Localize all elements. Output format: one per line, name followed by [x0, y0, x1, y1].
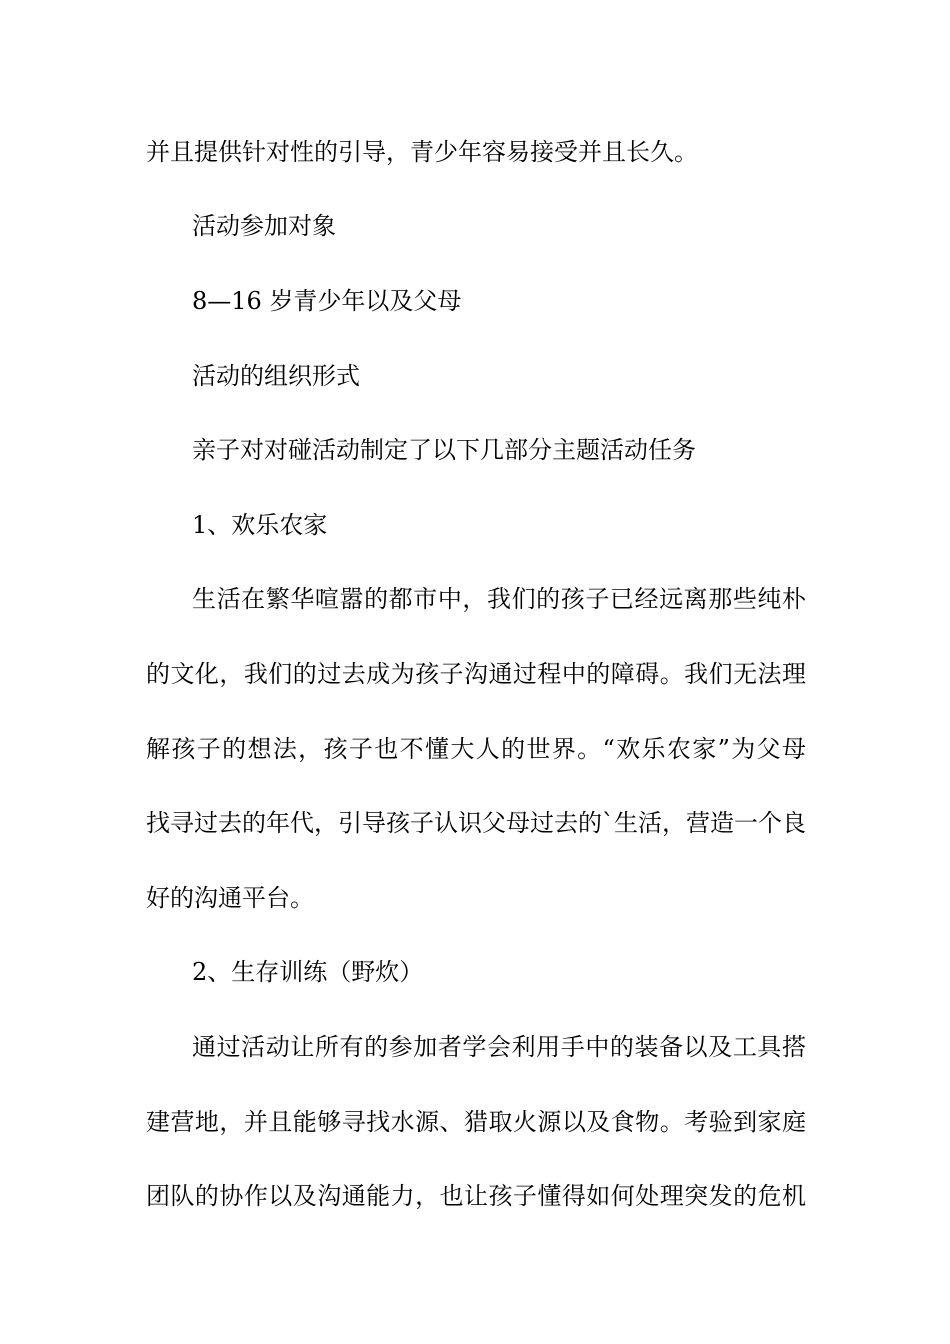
paragraph-line: 解孩子的想法，孩子也不懂大人的世界。“欢乐农家”为父母 — [146, 735, 806, 763]
paragraph-line: 建营地，并且能够寻找水源、猎取火源以及食物。考验到家庭 — [146, 1108, 806, 1136]
section-heading: 2、生存训练（野炊） — [192, 958, 424, 986]
paragraph-line: 通过活动让所有的参加者学会利用手中的装备以及工具搭 — [192, 1033, 806, 1061]
paragraph-line: 亲子对对碰活动制定了以下几部分主题活动任务 — [192, 436, 696, 464]
paragraph-line: 团队的协作以及沟通能力，也让孩子懂得如何处理突发的危机 — [146, 1182, 806, 1210]
section-heading: 活动的组织形式 — [192, 362, 360, 390]
paragraph-line: 的文化，我们的过去成为孩子沟通过程中的障碍。我们无法理 — [146, 660, 806, 688]
paragraph-line: 生活在繁华喧嚣的都市中，我们的孩子已经远离那些纯朴 — [192, 585, 806, 613]
section-heading: 活动参加对象 — [192, 212, 336, 240]
paragraph-line: 好的沟通平台。 — [146, 884, 314, 912]
paragraph-line: 并且提供针对性的引导，青少年容易接受并且长久。 — [146, 138, 698, 166]
paragraph-line: 找寻过去的年代，引导孩子认识父母过去的`生活，营造一个良 — [146, 809, 806, 837]
section-heading: 1、欢乐农家 — [192, 511, 328, 539]
paragraph-line: 8—16 岁青少年以及父母 — [192, 287, 462, 315]
